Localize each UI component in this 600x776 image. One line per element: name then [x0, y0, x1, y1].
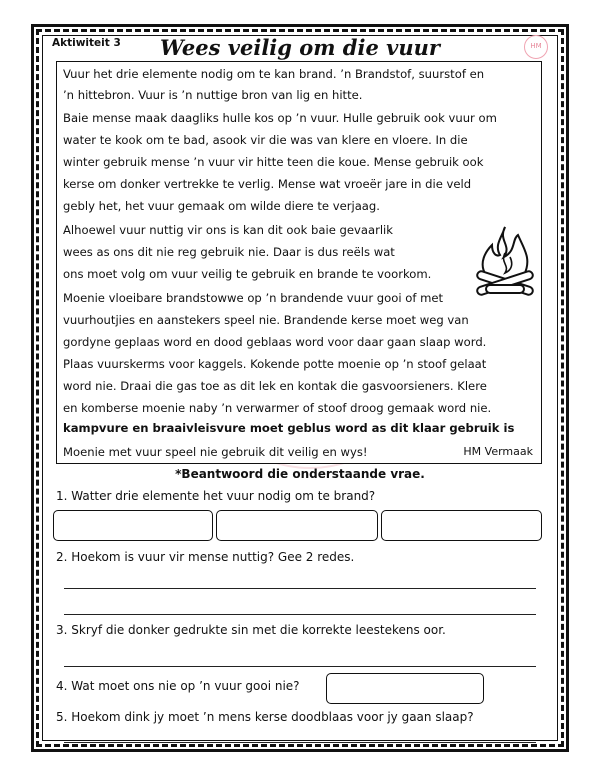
passage-line: water te kook om te bad, asook vir die was van klere en vloere. In die	[63, 133, 468, 147]
answer-box-element-2[interactable]	[216, 510, 378, 541]
answer-box-element-3[interactable]	[381, 510, 542, 541]
passage-line: Alhoewel vuur nuttig vir ons is kan dit ook baie gevaarlik	[63, 223, 393, 237]
answer-line[interactable]	[64, 588, 536, 589]
page-title: Wees veilig om die vuur	[160, 35, 440, 60]
question-5: 5. Hoekom dink jy moet ’n mens kerse doodblaas voor jy gaan slaap?	[56, 710, 474, 724]
passage-line: Vuur het drie elemente nodig om te kan brand. ’n Brandstof, suurstof en	[63, 67, 485, 81]
logo-text: HM	[530, 42, 542, 50]
passage-line: winter gebruik mense ’n vuur vir hitte teen die koue. Mense gebruik ook	[63, 155, 484, 169]
answer-box-element-1[interactable]	[53, 510, 213, 541]
passage-line: vuurhoutjies en aanstekers speel nie. Brandende kerse moet weg van	[63, 313, 469, 327]
bold-sentence: kampvure en braaivleisvure moet geblus word as dit klaar gebruik is	[63, 421, 515, 435]
answer-line[interactable]	[64, 666, 536, 667]
instruction-text: *Beantwoord die onderstaande vrae.	[175, 467, 425, 481]
passage-line: gebly het, het vuur gemaak om wilde diere te verjaag.	[63, 199, 380, 213]
passage-line: Moenie vloeibare brandstowwe op ’n brandende vuur gooi of met	[63, 291, 444, 305]
reading-passage	[56, 61, 542, 464]
campfire-icon	[472, 223, 538, 303]
passage-line: ons moet volg om vuur veilig te gebruik en brande te voorkom.	[63, 267, 432, 281]
answer-line[interactable]	[64, 742, 536, 743]
passage-line: Plaas vuurskerms voor kaggels. Kokende potte moenie op ’n stoof gelaat	[63, 357, 487, 371]
question-3: 3. Skryf die donker gedrukte sin met die korrekte leestekens oor.	[56, 623, 446, 637]
answer-line[interactable]	[64, 614, 536, 615]
passage-closing-line: Moenie met vuur speel nie gebruik dit veilig en wys!	[63, 445, 368, 459]
worksheet-header	[46, 37, 554, 63]
passage-line: en komberse moenie naby ’n verwarmer of stoof droog gemaak word nie.	[63, 401, 492, 415]
passage-line: wees as ons dit nie reg gebruik nie. Daar is dus reëls wat	[63, 245, 395, 259]
question-1: 1. Watter drie elemente het vuur nodig om te brand?	[56, 489, 376, 503]
passage-line: word nie. Draai die gas toe as dit lek en kontak die gasvoorsieners. Klere	[63, 379, 487, 393]
passage-line: Baie mense maak daagliks hulle kos op ’n vuur. Hulle gebruik ook vuur om	[63, 111, 497, 125]
question-2: 2. Hoekom is vuur vir mense nuttig? Gee 2 redes.	[56, 550, 355, 564]
passage-line: gordyne geplaas word en dood geblaas word voor daar gaan slaap word.	[63, 335, 487, 349]
answer-box-question-4[interactable]	[326, 673, 484, 704]
passage-line: kerse om donker vertrekke te verlig. Mense wat vroeër jare in die veld	[63, 177, 472, 191]
logo-badge	[524, 35, 548, 59]
passage-line: ’n hittebron. Vuur is ’n nuttige bron van lig en hitte.	[63, 88, 363, 102]
activity-label: Aktiwiteit 3	[52, 37, 121, 49]
question-4: 4. Wat moet ons nie op ’n vuur gooi nie?	[56, 679, 300, 693]
author-credit: HM Vermaak	[463, 445, 533, 458]
